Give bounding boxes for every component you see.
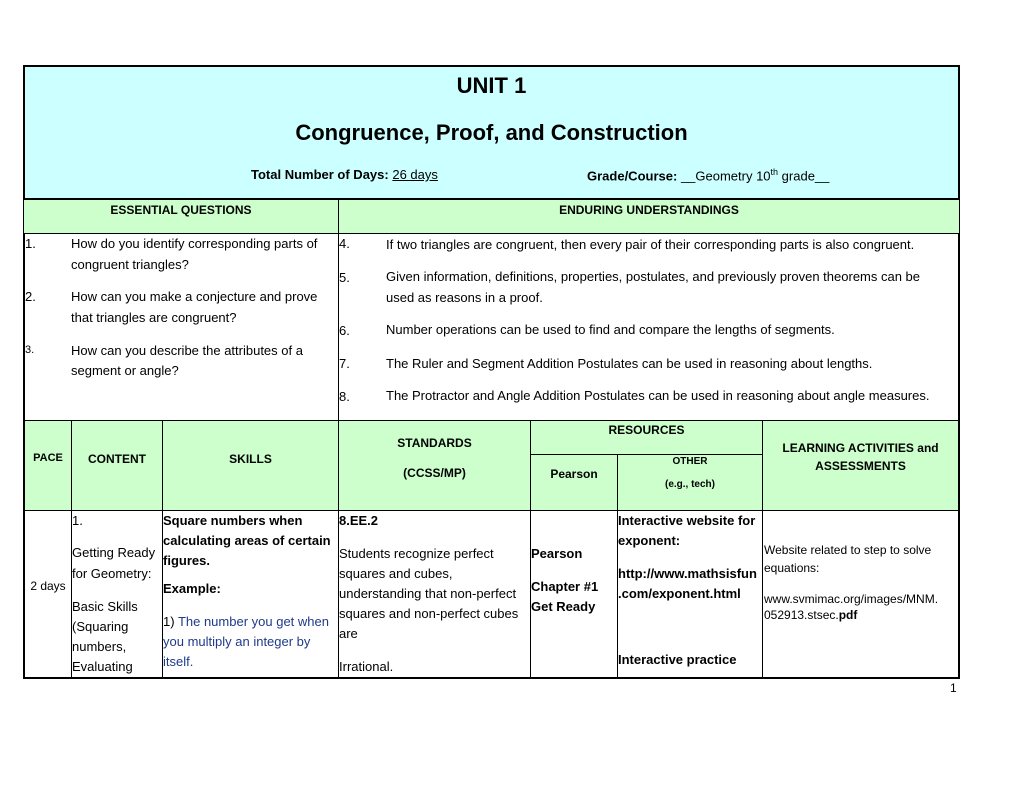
other-line: Interactive website for	[618, 513, 756, 528]
eu-text: The Ruler and Segment Addition Postulates can be used in reasoning about lengths.	[386, 356, 873, 371]
eu-num: 5.	[339, 270, 350, 285]
days-label: Total Number of Days	[251, 167, 385, 182]
content-line: for Geometry:	[72, 566, 152, 581]
pearson-header-cell	[530, 454, 618, 511]
skills-line: Square numbers when	[163, 513, 303, 528]
standards-header: STANDARDS	[397, 436, 472, 450]
standards-cell	[338, 510, 531, 679]
standard-line: squares and cubes,	[339, 566, 453, 581]
other-subheader: (e.g., tech)	[664, 479, 715, 490]
eq-header-cell	[23, 199, 339, 234]
pearson-cell	[530, 510, 618, 679]
activity-url-text: 052913.stsec.	[764, 608, 839, 622]
eu-num: 6.	[339, 323, 350, 338]
standards-subheader: (CCSS/MP)	[403, 466, 466, 480]
days-value: 26 days	[392, 167, 438, 182]
activity-line: Website related to step to solve	[764, 543, 932, 557]
pearson-line: Get Ready	[531, 599, 596, 614]
unit-header	[23, 65, 960, 200]
content-line: Basic Skills	[72, 599, 138, 614]
eq-text: segment or angle?	[71, 363, 179, 378]
pearson-line: Pearson	[531, 546, 583, 561]
grade-sup: th	[770, 167, 779, 177]
pearson-line: Chapter #1	[531, 579, 599, 594]
pearson-header: Pearson	[550, 467, 598, 481]
content-line: (Squaring	[72, 619, 129, 634]
standard-code: 8.EE.2	[339, 513, 379, 528]
skills-example-label: Example:	[163, 581, 221, 596]
activity-url-ext: pdf	[838, 608, 858, 622]
eu-text: Number operations can be used to find and compare the lengths of segments.	[386, 322, 835, 337]
eq-text: that triangles are congruent?	[71, 310, 237, 325]
content-line: 1.	[72, 513, 83, 528]
eq-body	[23, 233, 339, 421]
total-days: Total Number of Days: 26 days	[251, 167, 438, 182]
eq-text: congruent triangles?	[71, 257, 189, 272]
resources-header-cell	[530, 420, 763, 455]
skills-header-cell	[162, 420, 339, 511]
page-number: 1	[950, 681, 957, 695]
eq-text: How do you identify corresponding parts of	[71, 236, 318, 251]
grade-prefix: __Geometry 10	[680, 168, 771, 184]
eu-num: 4.	[339, 236, 350, 251]
standard-line: squares and non-perfect cubes	[339, 606, 519, 621]
content-line: numbers,	[72, 639, 127, 654]
pace-value: 2 days	[30, 579, 66, 593]
eq-header: ESSENTIAL QUESTIONS	[110, 203, 252, 217]
content-line: Getting Ready	[72, 545, 156, 560]
other-header: OTHER	[672, 456, 708, 467]
unit-label: UNIT 1	[456, 73, 527, 98]
eu-body	[338, 233, 960, 421]
content-header: CONTENT	[88, 452, 146, 466]
pace-header-cell	[23, 420, 72, 511]
other-url-line[interactable]: .com/exponent.html	[618, 586, 741, 601]
content-header-cell	[71, 420, 163, 511]
eu-num: 8.	[339, 389, 350, 404]
unit-title: Congruence, Proof, and Construction	[295, 120, 688, 145]
standard-line: Students recognize perfect	[339, 546, 494, 561]
standard-line: understanding that non-perfect	[339, 586, 517, 601]
other-line: exponent:	[618, 533, 681, 548]
skills-header: SKILLS	[229, 452, 272, 466]
resources-header: RESOURCES	[608, 423, 685, 437]
eu-num: 7.	[339, 356, 350, 371]
eu-text: The Protractor and Angle Addition Postulates can be used in reasoning about angle measures.	[386, 388, 930, 403]
pace-header: PACE	[33, 452, 63, 464]
eq-text: How can you make a conjecture and prove	[71, 289, 318, 304]
activities-header-cell	[762, 420, 960, 511]
activities-cell	[762, 510, 960, 679]
other-line: Interactive practice	[618, 652, 737, 667]
activity-url-line[interactable]: www.svmimac.org/images/MNM.	[764, 592, 939, 606]
grade-label: Grade/Course	[587, 168, 673, 184]
grade-course: Grade/Course: __Geometry 10th grade__	[587, 167, 830, 184]
eu-header-cell	[338, 199, 960, 234]
activities-header: LEARNING ACTIVITIES and	[782, 441, 939, 455]
skills-item-line: itself.	[163, 654, 194, 669]
grade-suffix: grade__	[778, 168, 830, 184]
content-cell	[71, 510, 163, 679]
standards-header-cell	[338, 420, 531, 511]
skills-item-num: 1)	[163, 614, 178, 629]
standard-line: Irrational.	[339, 659, 394, 674]
activity-url-line[interactable]	[764, 607, 857, 623]
activity-line: equations:	[764, 561, 820, 575]
other-cell	[617, 510, 763, 679]
eu-header: ENDURING UNDERSTANDINGS	[559, 203, 739, 217]
eq-num: 1.	[25, 236, 36, 251]
other-url-line[interactable]: http://www.mathsisfun	[618, 566, 757, 581]
other-header-cell	[617, 454, 763, 511]
pace-cell	[23, 510, 72, 679]
standard-line: are	[339, 626, 358, 641]
eu-text: If two triangles are congruent, then every pair of their corresponding parts is also congruent.	[386, 237, 915, 252]
eq-text: How can you describe the attributes of a	[71, 343, 303, 358]
eq-num: 2.	[25, 289, 36, 304]
eu-text: used as reasons in a proof.	[386, 290, 543, 305]
content-line: Evaluating	[72, 659, 133, 674]
skills-line: calculating areas of certain	[163, 533, 331, 548]
eu-text: Given information, definitions, properties, postulates, and previously proven theorems can be	[386, 269, 921, 284]
skills-cell	[162, 510, 339, 679]
skills-item-line: The number you get when	[177, 614, 329, 629]
skills-definition	[163, 612, 329, 632]
eq-num: 3.	[25, 344, 35, 356]
skills-line: figures.	[163, 553, 210, 568]
activities-subheader: ASSESSMENTS	[815, 459, 906, 473]
skills-item-line: you multiply an integer by	[163, 634, 311, 649]
